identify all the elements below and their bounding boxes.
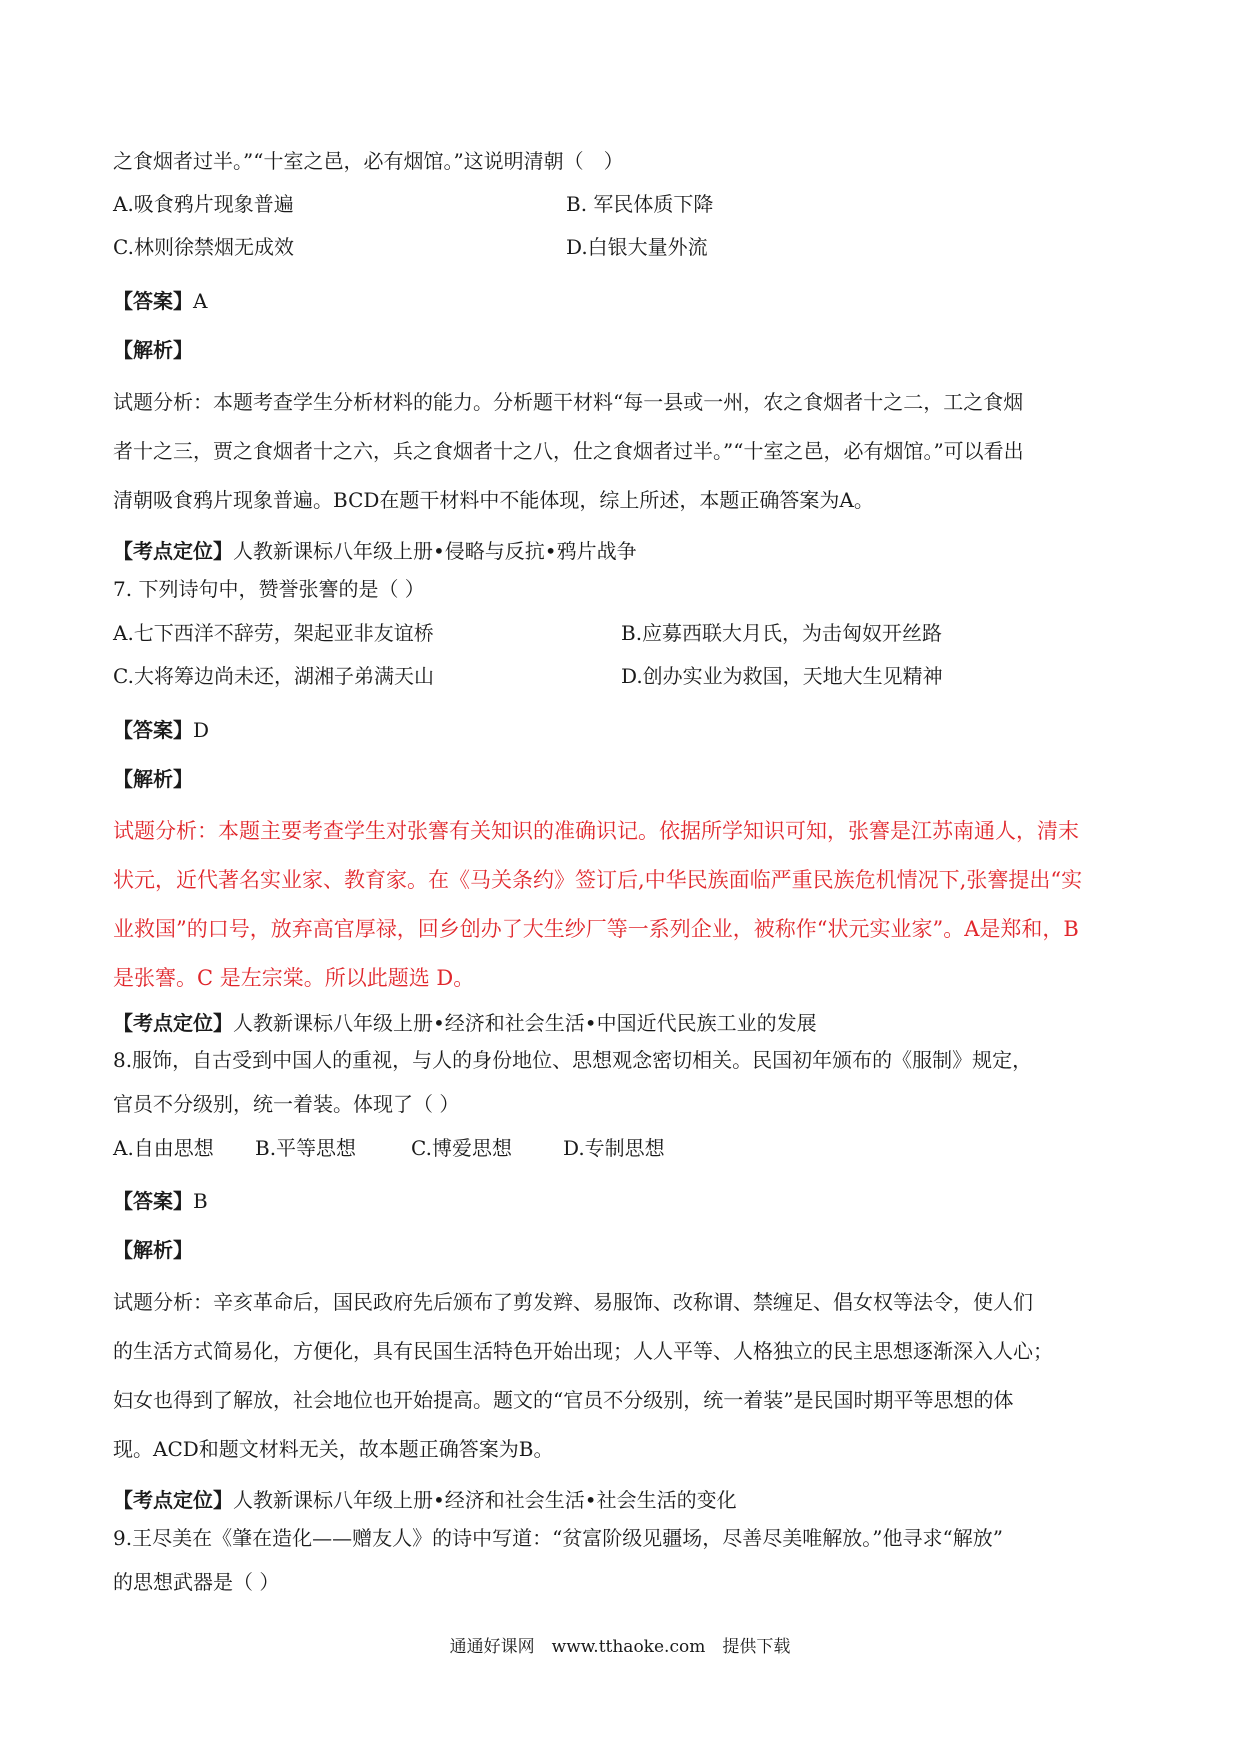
q7-analysis-line-4: 是张謇。C 是左宗棠。所以此题选 D。 xyxy=(113,966,475,990)
q7-analysis-label: 【解析】 xyxy=(113,767,193,791)
q9-stem-line-2: 的思想武器是（ ） xyxy=(113,1570,280,1594)
q8-analysis-line-3: 妇女也得到了解放，社会地位也开始提高。题文的“官员不分级别，统一着装”是民国时期平等思想的体 xyxy=(113,1388,1014,1412)
q8-option-a: A.自由思想 xyxy=(113,1136,214,1160)
q8-option-c: C.博爱思想 xyxy=(411,1136,512,1160)
q8-stem-line-2: 官员不分级别，统一着装。体现了（ ） xyxy=(113,1092,460,1116)
q7-analysis-line-2: 状元，近代著名实业家、教育家。在《马关条约》签订后,中华民族面临严重民族危机情况下,张謇提出“实 xyxy=(113,868,1083,892)
point-label: 【考点定位】 xyxy=(113,1011,233,1035)
point-value: 人教新课标八年级上册•侵略与反抗•鸦片战争 xyxy=(233,539,637,563)
q8-answer xyxy=(113,1188,208,1214)
point-value: 人教新课标八年级上册•经济和社会生活•中国近代民族工业的发展 xyxy=(233,1011,817,1035)
q7-analysis-line-1: 试题分析：本题主要考查学生对张謇有关知识的准确识记。依据所学知识可知，张謇是江苏南通人，清末 xyxy=(113,819,1079,843)
point-label: 【考点定位】 xyxy=(113,1488,233,1512)
q8-point xyxy=(113,1487,737,1513)
q8-options xyxy=(113,1135,665,1161)
q6-point xyxy=(113,538,637,564)
q6-options-row1 xyxy=(113,191,714,217)
q8-analysis-line-1: 试题分析：辛亥革命后，国民政府先后颁布了剪发辫、易服饰、改称谓、禁缠足、倡女权等法令，使人们 xyxy=(113,1290,1033,1314)
q8-option-d: D.专制思想 xyxy=(563,1136,665,1160)
answer-value: D xyxy=(193,718,210,742)
answer-value: A xyxy=(193,289,208,313)
point-value: 人教新课标八年级上册•经济和社会生活•社会生活的变化 xyxy=(233,1488,737,1512)
q6-answer xyxy=(113,288,207,314)
q6-analysis-line-3: 清朝吸食鸦片现象普遍。BCD在题干材料中不能体现，综上所述，本题正确答案为A。 xyxy=(113,488,874,512)
q7-stem: 7. 下列诗句中，赞誉张謇的是（ ） xyxy=(113,577,425,601)
q8-stem-line-1: 8.服饰，自古受到中国人的重视，与人的身份地位、思想观念密切相关。民国初年颁布的《服制》规定， xyxy=(113,1048,1033,1072)
answer-label: 【答案】 xyxy=(113,1189,193,1213)
q6-analysis-line-2: 者十之三，贾之食烟者十之六，兵之食烟者十之八，仕之食烟者过半。”“十室之邑，必有烟馆。”可以看出 xyxy=(113,439,1024,463)
page-footer: 通通好课网 www.tthaoke.com 提供下载 xyxy=(449,1637,791,1657)
q8-analysis-line-4: 现。ACD和题文材料无关，故本题正确答案为B。 xyxy=(113,1437,554,1461)
q6-stem-tail: 之食烟者过半。”“十室之邑，必有烟馆。”这说明清朝（ ） xyxy=(113,149,624,173)
q7-option-a: A.七下西洋不辞劳，架起亚非友谊桥 xyxy=(113,621,434,645)
answer-label: 【答案】 xyxy=(113,289,193,313)
answer-label: 【答案】 xyxy=(113,718,193,742)
q6-analysis-line-1: 试题分析：本题考查学生分析材料的能力。分析题干材料“每一县或一州，农之食烟者十之二，工之食烟 xyxy=(113,390,1024,414)
q7-analysis-line-3: 业救国”的口号，放弃高官厚禄，回乡创办了大生纱厂等一系列企业，被称作“状元实业家”。A是郑和，B xyxy=(113,917,1079,941)
q9-stem-line-1: 9.王尽美在《肇在造化——赠友人》的诗中写道：“贫富阶级见疆场，尽善尽美唯解放。”他寻求“解放” xyxy=(113,1526,1003,1550)
q8-analysis-line-2: 的生活方式简易化，方便化，具有民国生活特色开始出现；人人平等、人格独立的民主思想逐渐深入人心； xyxy=(113,1339,1053,1363)
q8-option-b: B.平等思想 xyxy=(255,1136,357,1160)
q7-options-row1 xyxy=(113,620,943,646)
q6-option-b: B. 军民体质下降 xyxy=(566,192,714,216)
q7-options-row2 xyxy=(113,663,943,689)
q6-option-d: D.白银大量外流 xyxy=(566,235,708,259)
q6-options-row2 xyxy=(113,234,708,260)
q6-option-a: A.吸食鸦片现象普遍 xyxy=(113,192,294,216)
q6-option-c: C.林则徐禁烟无成效 xyxy=(113,235,294,259)
q6-analysis-label: 【解析】 xyxy=(113,338,193,362)
q7-option-b: B.应募西联大月氏，为击匈奴开丝路 xyxy=(621,621,943,645)
answer-value: B xyxy=(193,1189,208,1213)
q7-option-c: C.大将筹边尚未还，湖湘子弟满天山 xyxy=(113,664,434,688)
q8-analysis-label: 【解析】 xyxy=(113,1238,193,1262)
point-label: 【考点定位】 xyxy=(113,539,233,563)
q7-answer xyxy=(113,717,209,743)
q7-option-d: D.创办实业为救国，天地大生见精神 xyxy=(621,664,943,688)
q7-point xyxy=(113,1010,817,1036)
